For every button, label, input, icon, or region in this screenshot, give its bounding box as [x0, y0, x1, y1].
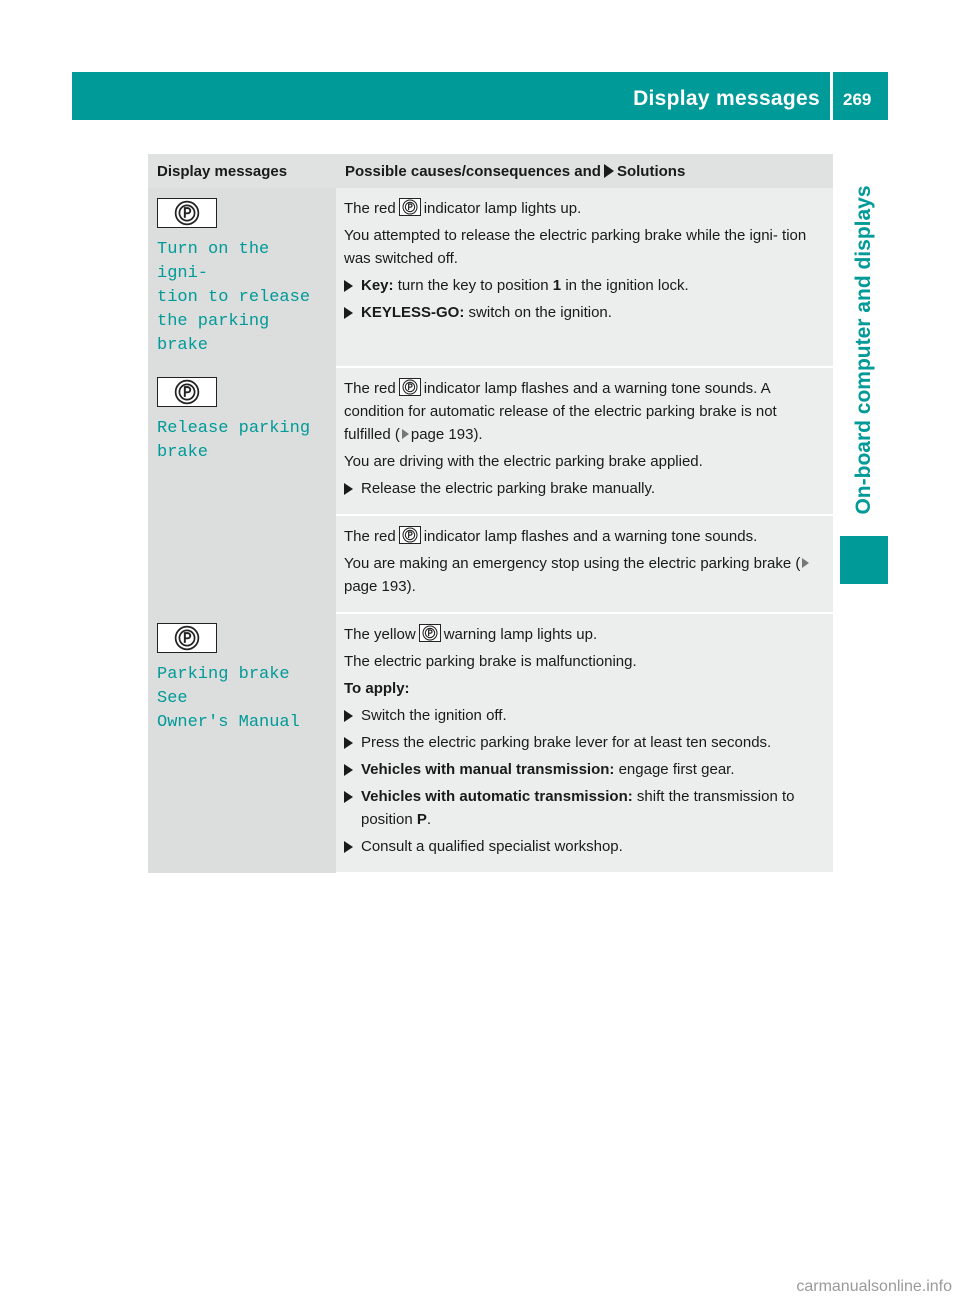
step-arrow-icon — [344, 307, 353, 319]
lamp-status-post: indicator lamp flashes and a warning tone sounds. — [423, 528, 758, 545]
lamp-status-text — [344, 525, 825, 548]
watermark: carmanualsonline.info — [796, 1278, 952, 1295]
side-tab-label: On-board computer and displays — [852, 185, 875, 515]
parking-brake-icon — [399, 198, 421, 216]
step-bold-text: KEYLESS-GO: — [361, 304, 465, 321]
step-arrow-icon — [344, 791, 353, 803]
step-bold-text: Vehicles with manual transmission: — [361, 761, 615, 778]
page-ref-arrow-icon — [402, 429, 409, 439]
column-header-display-messages: Display messages — [148, 154, 336, 188]
table-row — [148, 613, 833, 873]
table-header-row — [148, 154, 833, 188]
step-text: Release the electric parking brake manually. — [361, 480, 656, 497]
message-cell — [148, 188, 336, 367]
step-arrow-icon — [344, 280, 353, 292]
step-bold-text: Vehicles with automatic transmission: — [361, 788, 633, 805]
lamp-status-text — [344, 623, 825, 646]
solution-cell — [336, 188, 833, 367]
step-text: engage first gear. — [618, 761, 735, 778]
lamp-status-post: warning lamp lights up. — [443, 626, 598, 643]
paragraph — [344, 650, 825, 673]
step-arrow-icon — [344, 764, 353, 776]
header-divider — [830, 72, 833, 120]
paragraph — [344, 450, 825, 473]
step-arrow-icon — [344, 710, 353, 722]
lamp-status-post: indicator lamp lights up. — [423, 200, 582, 217]
solution-cell — [336, 367, 833, 515]
paragraph-text: You are making an emergency stop using the electric parking brake ( — [344, 555, 801, 572]
parking-brake-icon — [399, 526, 421, 544]
display-message-text: Release parking brake — [157, 419, 311, 462]
parking-brake-icon — [399, 378, 421, 396]
message-cell — [148, 613, 336, 873]
step-item — [344, 477, 825, 500]
step-item — [344, 704, 825, 727]
column-header-causes-solutions — [336, 154, 833, 188]
lamp-status-pre: The red — [344, 200, 396, 217]
lamp-status-text — [344, 197, 825, 220]
step-text: Press the electric parking brake lever for at least ten seconds. — [361, 734, 772, 751]
page-ref-link[interactable]: page 193 — [344, 578, 407, 595]
page-ref-link[interactable]: page 193 — [410, 426, 474, 443]
step-item — [344, 758, 825, 781]
step-item — [344, 274, 825, 297]
step-text: Switch the ignition off. — [361, 707, 507, 724]
step-text: turn the key to position — [397, 277, 549, 294]
message-cell — [148, 367, 336, 613]
table-row — [148, 188, 833, 367]
page-ref-close: ). — [406, 578, 416, 595]
header-causes-text: Possible causes/consequences and — [345, 162, 601, 180]
page-title: Display messages — [633, 87, 820, 110]
header-solutions-text: Solutions — [616, 162, 686, 180]
step-item — [344, 301, 825, 324]
parking-brake-icon — [157, 377, 217, 407]
header-bar — [72, 72, 888, 120]
step-arrow-icon — [344, 483, 353, 495]
paragraph — [344, 552, 825, 598]
display-message-text: Parking brake See Owner's Manual — [157, 665, 300, 732]
step-item — [344, 785, 825, 831]
step-item — [344, 731, 825, 754]
table-row — [148, 367, 833, 515]
lamp-status-pre: The yellow — [344, 626, 416, 643]
solution-cell — [336, 613, 833, 873]
paragraph — [344, 224, 825, 270]
to-apply-text: To apply: — [344, 680, 410, 697]
paragraph-text: The electric parking brake is malfunctioning. — [344, 653, 637, 670]
step-text: shift the transmission to position — [361, 788, 795, 828]
solution-cell — [336, 515, 833, 613]
lamp-status-pre: The red — [344, 528, 396, 545]
paragraph-text: You attempted to release the electric parking brake while the igni- tion was switched off. — [344, 227, 807, 267]
display-messages-table — [148, 154, 833, 874]
lamp-status-pre: The red — [344, 380, 396, 397]
step-bold-value: P — [416, 811, 427, 828]
step-arrow-icon — [344, 737, 353, 749]
display-message-text: Turn on the igni‐ tion to release the parking brake — [157, 240, 311, 355]
step-text-tail: . — [426, 811, 432, 828]
parking-brake-icon — [157, 623, 217, 653]
step-bold-text: Key: — [361, 277, 394, 294]
to-apply-label — [344, 677, 825, 700]
step-arrow-icon — [604, 164, 614, 178]
step-bold-value: 1 — [552, 277, 562, 294]
page-ref-arrow-icon — [802, 558, 809, 568]
lamp-status-text — [344, 377, 825, 446]
step-text: Consult a qualified specialist workshop. — [361, 838, 623, 855]
paragraph-text: You are driving with the electric parking brake applied. — [344, 453, 703, 470]
page-number: 269 — [843, 90, 872, 109]
step-arrow-icon — [344, 841, 353, 853]
side-tab-marker — [840, 536, 888, 584]
parking-brake-icon — [157, 198, 217, 228]
step-text-tail: in the ignition lock. — [565, 277, 689, 294]
step-item — [344, 835, 825, 858]
parking-brake-icon — [419, 624, 441, 642]
step-text: switch on the ignition. — [468, 304, 612, 321]
lamp-status-post: indicator lamp flashes and a warning tone sounds. A condition for automatic release of the electric parking brake is not fulfilled ( — [344, 380, 777, 443]
page-ref-close: ). — [473, 426, 483, 443]
